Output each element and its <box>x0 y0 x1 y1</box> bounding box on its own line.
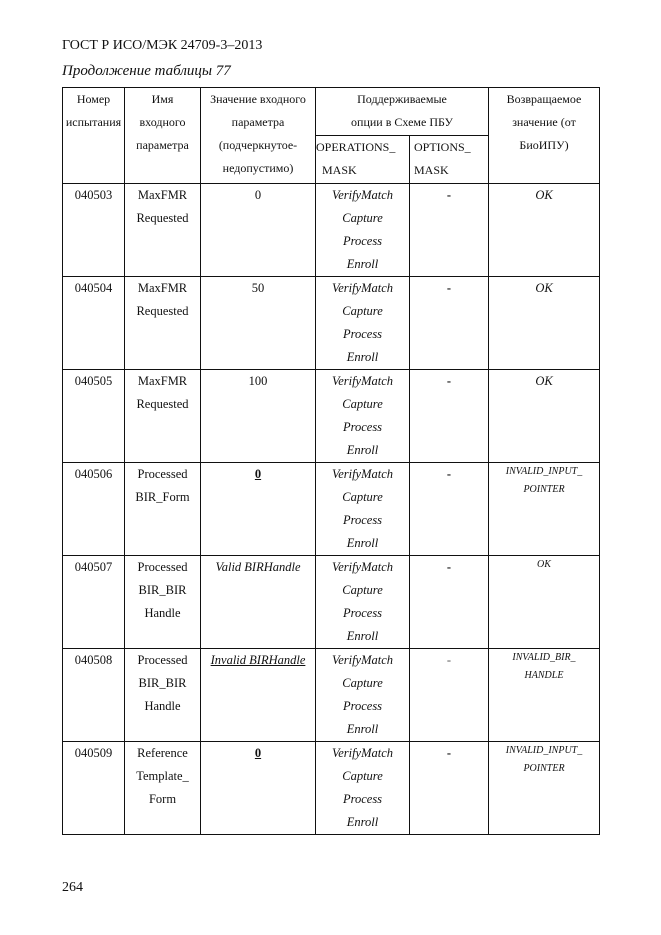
header-param-value: Значение входного параметра (подчеркнутое- недопустимо) <box>201 88 316 184</box>
cell-param-value: 0 <box>201 463 316 556</box>
cell-param-value: 0 <box>201 742 316 835</box>
cell-options-mask: - <box>410 370 489 463</box>
cell-options-mask: - <box>410 184 489 277</box>
cell-param-name: MaxFMR Requested <box>125 370 201 463</box>
table-row <box>63 556 600 649</box>
test-table <box>62 87 600 835</box>
cell-options-mask: - <box>410 649 489 742</box>
cell-test-number: 040503 <box>63 184 125 277</box>
cell-test-number: 040508 <box>63 649 125 742</box>
cell-return-value: INVALID_INPUT_ POINTER <box>489 742 600 835</box>
cell-options-mask: - <box>410 277 489 370</box>
cell-param-name: MaxFMR Requested <box>125 277 201 370</box>
cell-operations-mask: VerifyMatch Capture Process Enroll <box>316 556 410 649</box>
cell-operations-mask: VerifyMatch Capture Process Enroll <box>316 649 410 742</box>
cell-test-number: 040509 <box>63 742 125 835</box>
page-number: 264 <box>62 880 83 895</box>
cell-param-name: Processed BIR_BIR Handle <box>125 556 201 649</box>
header-options-mask: OPTIONS_ MASK <box>410 136 489 184</box>
cell-param-value: Valid BIRHandle <box>201 556 316 649</box>
table-row <box>63 742 600 835</box>
cell-test-number: 040504 <box>63 277 125 370</box>
header-return-value: Возвращаемое значение (от БиоИПУ) <box>489 88 600 184</box>
cell-param-value: 100 <box>201 370 316 463</box>
cell-param-name: Processed BIR_BIR Handle <box>125 649 201 742</box>
cell-test-number: 040506 <box>63 463 125 556</box>
cell-param-name: Processed BIR_Form <box>125 463 201 556</box>
header-supported-options: Поддерживаемые опции в Схеме ПБУ <box>316 88 489 136</box>
table-row <box>63 184 600 277</box>
cell-return-value: INVALID_BIR_ HANDLE <box>489 649 600 742</box>
cell-return-value: OK <box>489 277 600 370</box>
table-row <box>63 370 600 463</box>
table-row <box>63 277 600 370</box>
cell-options-mask: - <box>410 556 489 649</box>
cell-param-name: Reference Template_ Form <box>125 742 201 835</box>
cell-return-value: OK <box>489 556 600 649</box>
cell-return-value: OK <box>489 370 600 463</box>
cell-operations-mask: VerifyMatch Capture Process Enroll <box>316 742 410 835</box>
cell-test-number: 040505 <box>63 370 125 463</box>
header-test-number: Номер испытания <box>63 88 125 184</box>
cell-param-value: 0 <box>201 184 316 277</box>
table-caption: Продолжение таблицы 77 <box>62 63 231 79</box>
header-operations-mask: OPERATIONS_ MASK <box>316 136 410 184</box>
table-row <box>63 649 600 742</box>
table-row <box>63 463 600 556</box>
cell-param-value: Invalid BIRHandle <box>201 649 316 742</box>
document-code: ГОСТ Р ИСО/МЭК 24709-3–2013 <box>62 38 263 53</box>
cell-return-value: INVALID_INPUT_ POINTER <box>489 463 600 556</box>
cell-param-value: 50 <box>201 277 316 370</box>
cell-operations-mask: VerifyMatch Capture Process Enroll <box>316 370 410 463</box>
cell-options-mask: - <box>410 463 489 556</box>
cell-options-mask: - <box>410 742 489 835</box>
header-param-name: Имя входного параметра <box>125 88 201 184</box>
cell-param-name: MaxFMR Requested <box>125 184 201 277</box>
cell-test-number: 040507 <box>63 556 125 649</box>
cell-return-value: OK <box>489 184 600 277</box>
cell-operations-mask: VerifyMatch Capture Process Enroll <box>316 277 410 370</box>
cell-operations-mask: VerifyMatch Capture Process Enroll <box>316 463 410 556</box>
cell-operations-mask: VerifyMatch Capture Process Enroll <box>316 184 410 277</box>
